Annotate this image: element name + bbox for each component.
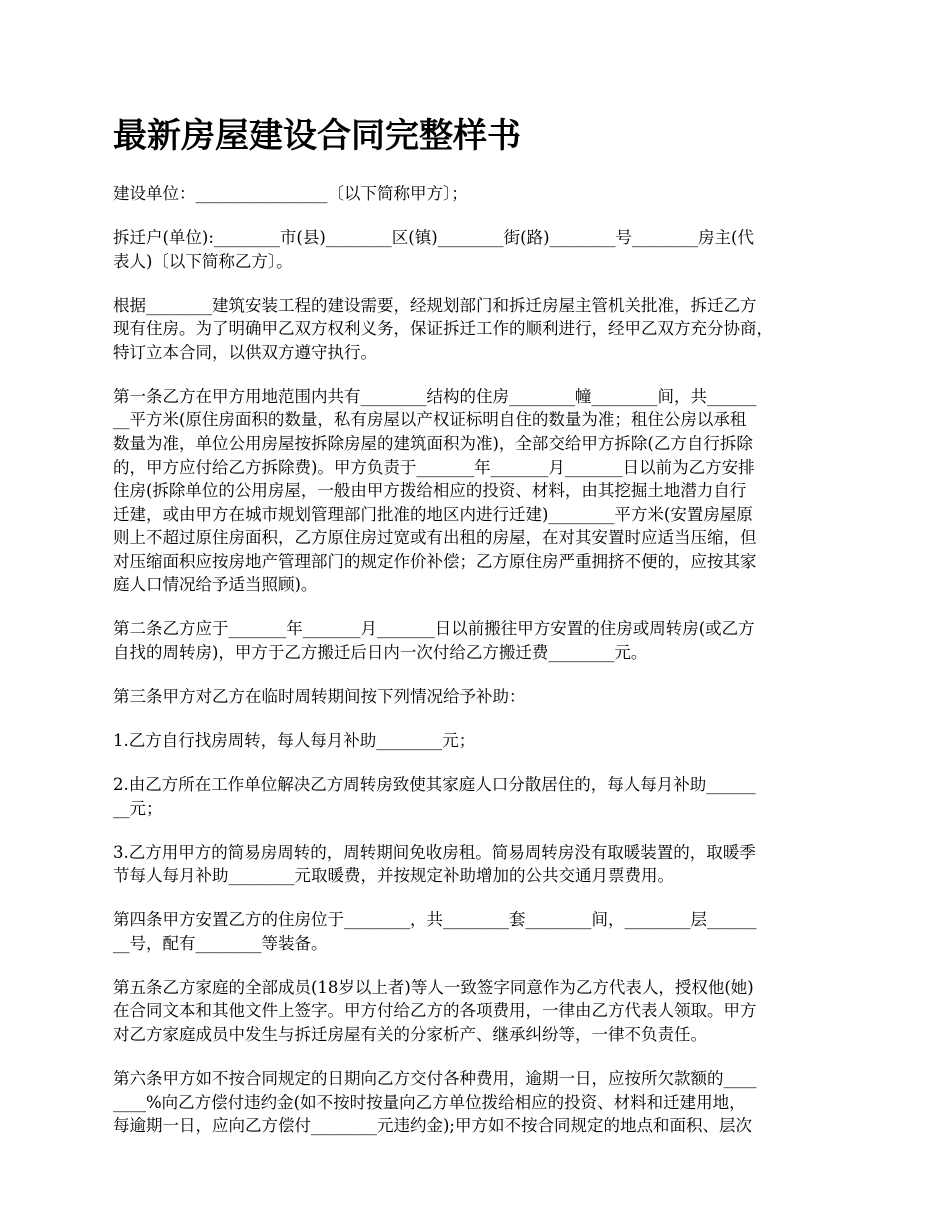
- paragraph-8: [113, 773, 839, 820]
- paragraph-line: 则上不超过原住房面积，乙方原住房过宽或有出租的房屋，在对其安置时应适当压缩，但: [113, 528, 757, 548]
- paragraph-line: __号，配有________等装备。: [113, 933, 328, 953]
- paragraph-line: 第四条甲方安置乙方的住房位于________，共________套________间，________层______: [113, 910, 757, 930]
- paragraph-line: 2.由乙方所在工作单位解决乙方周转房致使其家庭人口分散居住的，每人每月补助______: [113, 775, 756, 795]
- paragraph-line: 第五条乙方家庭的全部成员(18岁以上者)等人一致签字同意作为乙方代表人，授权他(她): [113, 977, 754, 997]
- paragraph-line: 数量为准，单位公用房屋按拆除房屋的建筑面积为准)，全部交给甲方拆除(乙方自行拆除: [113, 433, 753, 453]
- paragraph-9: [113, 841, 839, 888]
- document-body: [113, 182, 839, 1138]
- paragraph-10: [113, 908, 839, 955]
- paragraph-12: [113, 1067, 839, 1138]
- document-title: 最新房屋建设合同完整样书: [113, 116, 521, 156]
- paragraph-line: 现有住房。为了明确甲乙双方权利义务，保证拆迁工作的顺利进行，经甲乙双方充分协商，: [113, 319, 773, 339]
- paragraph-line: __平方米(原住房面积的数量，私有房屋以产权证标明自住的数量为准；租住公房以承租: [113, 410, 747, 430]
- paragraph-11: [113, 976, 839, 1047]
- paragraph-5: [113, 617, 839, 664]
- paragraph-line: 1.乙方自行找房周转，每人每月补助________元；: [113, 731, 476, 751]
- paragraph-line: 建设单位：________________〔以下简称甲方〕；: [113, 184, 468, 203]
- paragraph-line: 每逾期一日，应向乙方偿付________元违约金);甲方如不按合同规定的地点和面积、层次: [113, 1116, 752, 1136]
- document-page: [113, 112, 839, 1158]
- paragraph-line: 迁建，或由甲方在城市规划管理部门批准的地区内进行迁建)________平方米(安置房屋原: [113, 504, 753, 524]
- paragraph-line: 第三条甲方对乙方在临时周转期间按下列情况给予补助：: [113, 687, 526, 707]
- paragraph-line: 根据________建筑安装工程的建设需要，经规划部门和拆迁房屋主管机关批准，拆迁乙方: [113, 295, 757, 315]
- paragraph-line: 的，甲方应付给乙方拆除费)。甲方负责于_______年_______月_______日以前为乙方安排: [113, 457, 755, 477]
- paragraph-line: 第六条甲方如不按合同规定的日期向乙方交付各种费用，逾期一日，应按所欠款额的____: [113, 1068, 757, 1088]
- paragraph-line: 3.乙方用甲方的简易房周转的，周转期间免收房租。简易周转房没有取暖装置的，取暖季: [113, 842, 756, 862]
- paragraph-line: 对压缩面积应按房地产管理部门的规定作价补偿；乙方原住房严重拥挤不便的，应按其家: [113, 551, 757, 571]
- paragraph-line: 表人)〔以下简称乙方〕。: [113, 251, 293, 271]
- paragraph-line: 自找的周转房)，甲方于乙方搬迁后日内一次付给乙方搬迁费________元。: [113, 643, 648, 663]
- paragraph-line: 住房(拆除单位的公用房屋，一般由甲方拨给相应的投资、材料，由其挖掘土地潜力自行: [113, 481, 747, 501]
- paragraph-1: [113, 182, 839, 206]
- paragraph-line: 庭人口情况给予适当照顾)。: [113, 575, 318, 595]
- paragraph-line: 特订立本合同，以供双方遵守执行。: [113, 342, 377, 362]
- paragraph-line: 第一条乙方在甲方用地范围内共有________结构的住房________幢________间，共______: [113, 386, 757, 406]
- paragraph-3: [113, 294, 839, 365]
- paragraph-line: 第二条乙方应于_______年_______月_______日以前搬往甲方安置的住房或周转房(或乙方: [113, 619, 755, 639]
- paragraph-line: 拆迁户(单位):________市(县)________区(镇)________街(路)________号________房主(代: [113, 227, 754, 247]
- paragraph-2: [113, 226, 839, 273]
- paragraph-line: 对乙方家庭成员中发生与拆迁房屋有关的分家析产、继承纠纷等，一律不负责任。: [113, 1024, 707, 1044]
- paragraph-7: [113, 729, 839, 753]
- paragraph-line: __元；: [113, 798, 163, 818]
- paragraph-6: [113, 685, 839, 709]
- paragraph-line: 节每人每月补助________元取暖费，并按规定补助增加的公共交通月票费用。: [113, 866, 674, 886]
- paragraph-4: [113, 385, 839, 597]
- paragraph-line: 在合同文本和其他文件上签字。甲方付给乙方的各项费用，一律由乙方代表人领取。甲方: [113, 1001, 757, 1021]
- paragraph-line: ____%向乙方偿付违约金(如不按时按量向乙方单位拨给相应的投资、材料和迁建用地，: [113, 1092, 746, 1112]
